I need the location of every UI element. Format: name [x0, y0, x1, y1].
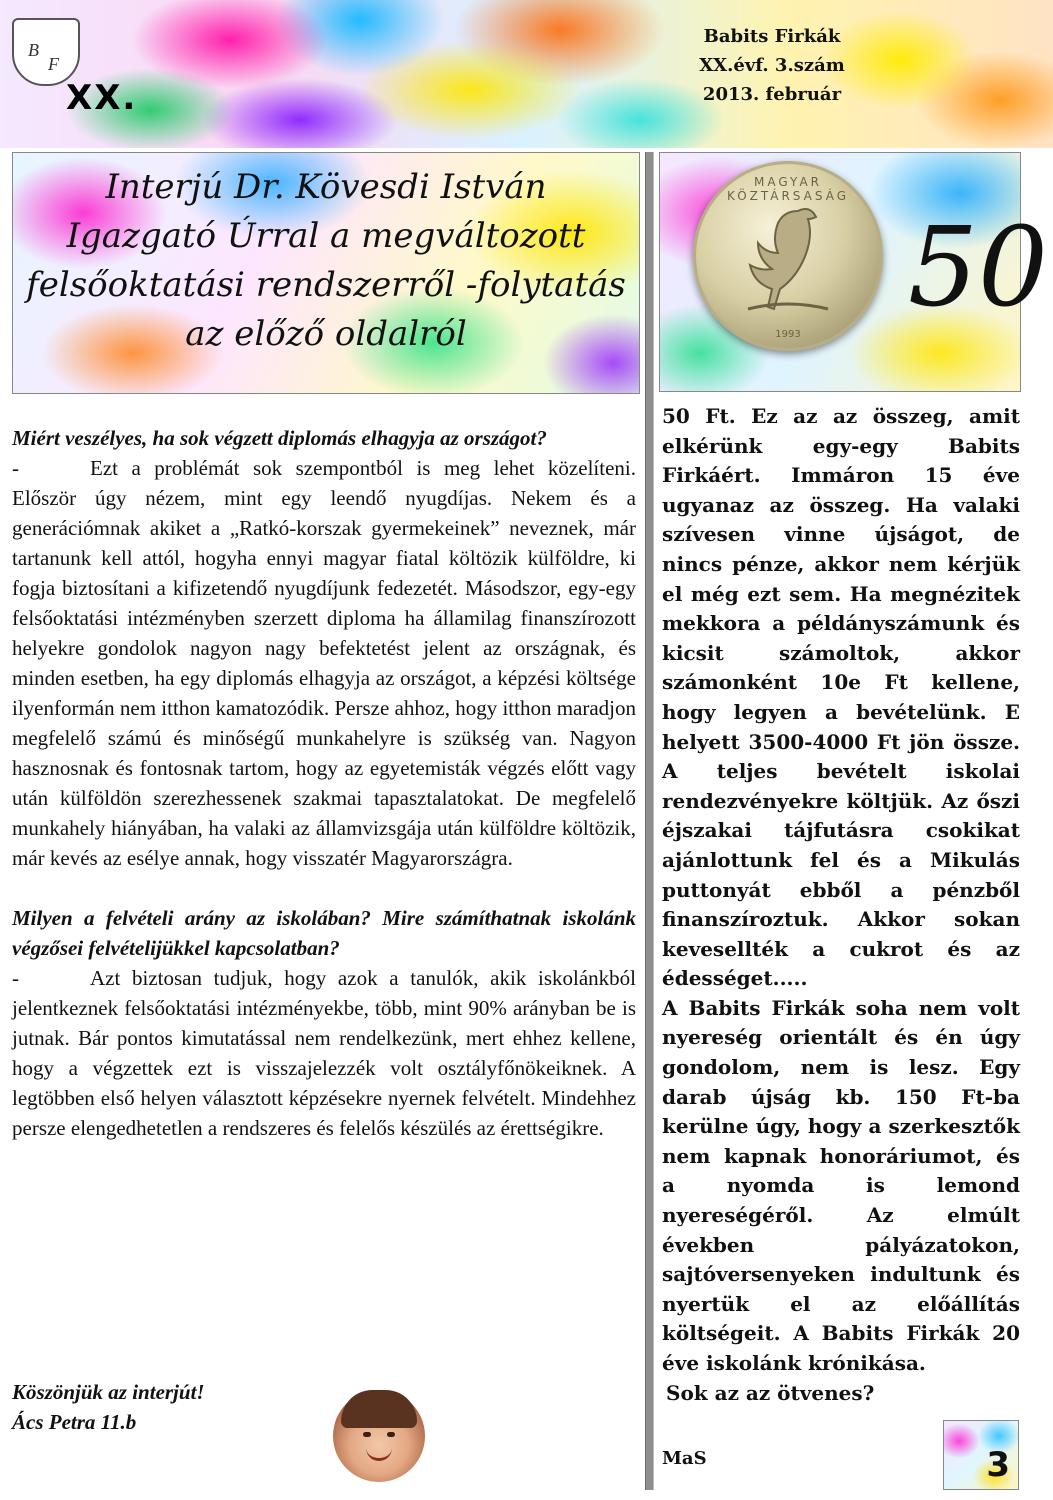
author-photo	[333, 1390, 425, 1482]
interview-answer	[12, 453, 636, 873]
header-banner	[0, 0, 1053, 148]
page-number-box	[943, 1420, 1019, 1490]
interview-question: Miért veszélyes, ha sok végzett diplomás elhagyja az országot?	[12, 426, 547, 450]
big-fifty-number: 50	[908, 203, 1048, 331]
falcon-icon	[728, 191, 848, 321]
issue-number: XX.évf. 3.szám	[699, 55, 845, 76]
interview-answer	[12, 963, 636, 1143]
sidebar-author: MaS	[662, 1448, 707, 1469]
article-title	[13, 163, 639, 359]
thanks-line: Köszönjük az interjút!	[12, 1380, 205, 1404]
coin-legend: MAGYAR KÖZTÁRSASÁG	[726, 175, 849, 203]
article-author: Ács Petra 11.b	[12, 1410, 137, 1434]
title-line: az előző oldalról	[185, 314, 467, 354]
sidebar-article	[662, 402, 1020, 1408]
article-closing	[12, 1377, 205, 1437]
column-divider	[645, 152, 654, 1490]
title-line: felsőoktatási rendszerről -folytatás	[26, 265, 626, 305]
interview-article	[12, 423, 636, 1143]
masthead	[672, 22, 872, 109]
sidebar-paragraph: 50 Ft. Ez az az összeg, amit elkérünk egy-egy Babits Firkáért. Immáron 15 éve ugyanaz az összeg. Ha valaki szívesen vinne újságot, de nincs pénze, akkor nem kérjük el még ezt sem. Ha megnézitek mekkora a példányszámunk és kicsit számoltok, akkor számonként 10e Ft kellene, hogy legyen a bevételünk. E helyett 3500-4000 Ft jön össze. A teljes bevételt iskolai rendezvényekre költjük. Az őszi éjszakai tájfutásra csokikat ajánlottunk fel és a Mikulás puttonyát ebből a pénzből finanszíroztuk. Akkor sokan kevesellték a cukrot és az édességet.....	[662, 404, 1020, 991]
interview-question: Milyen a felvételi arány az iskolában? Mire számíthatnak iskolánk végzősei felvételijükkel kapcsolatban?	[12, 906, 636, 960]
crest-letter-f: F	[48, 54, 59, 74]
sidebar-closing-question: Sok az az ötvenes?	[666, 1380, 875, 1405]
answer-dash: -	[12, 456, 19, 480]
article-title-box	[12, 152, 640, 394]
coin-image	[693, 161, 883, 351]
title-line: Interjú Dr. Kövesdi István	[105, 167, 547, 207]
page-number: 3	[986, 1445, 1010, 1485]
sidebar-paragraph: A Babits Firkák soha nem volt nyereség orientált és én úgy gondolom, nem is lesz. Egy darab újság kb. 150 Ft-ba kerülne úgy, hogy a szerkesztők nem kapnak honoráriumot, és a nyomda is lemond nyereségéről. Az elmúlt években pályázatokon, sajtóversenyeken indultunk és nyertük el az előállítás költségeit. A Babits Firkák 20 éve iskolánk krónikása.	[662, 995, 1020, 1375]
issue-date: 2013. február	[702, 84, 842, 105]
publication-name: Babits Firkák	[703, 26, 841, 47]
answer-text: Ezt a problémát sok szempontból is meg lehet közelíteni. Először úgy nézem, mint egy leendő nyugdíjas. Nekem és a generációmnak akiket a „Ratkó-korszak gyermekeinek” neveznek, már tartanunk kell attól, hogyha ennyi magyar fiatal költözik külföldre, ki fogja biztosítani a kifizetendő nyugdíjunk fedezetét. Másodszor, egy-egy felsőoktatási intézményben szerzett diploma ha államilag finanszírozott helyekre gondolok nagyon nagy befektetést jelent az országnak, és minden esetben, ha egy diplomás elhagyja az országot, a képzési költsége ilyenformán nem itthon kamatozódik. Persze ahhoz, hogy itthon maradjon megfelelő számú és minőségű munkahelyre is szükség van. Nagyon hasznosnak és fontosnak tartom, hogy az egyetemisták végzés előtt vagy után külföldön szerezhessenek szakmai tapasztalatokat. De megfelelő munkahely hiányában, ha valaki az államvizsgája után külföldre költözik, már kevés az esélye annak, hogy visszatér Magyarországra.	[12, 456, 637, 870]
coin-year: 1993	[775, 329, 801, 340]
title-line: Igazgató Úrral a megváltozott	[66, 216, 586, 256]
crest-letter-b: B	[28, 40, 39, 60]
coin-image-box	[659, 152, 1048, 392]
answer-dash: -	[12, 966, 19, 990]
school-crest-logo	[12, 18, 80, 86]
answer-text: Azt biztosan tudjuk, hogy azok a tanulók, akik iskolánkból jelentkeznek felsőoktatási intézményekbe, több, mint 90% arányban be is jutnak. Bár pontos kimutatással nem rendelkezünk, mert ehhez kellene, hogy a végzettek ezt is visszajelezzék volt osztályfőnökeiknek. A legtöbben első helyen választott képzésekre nyernek felvételt. Mindehhez persze elengedhetetlen a rendszeres és felelős készülés az érettségikre.	[12, 966, 636, 1140]
volume-mark: XX.	[66, 78, 138, 118]
